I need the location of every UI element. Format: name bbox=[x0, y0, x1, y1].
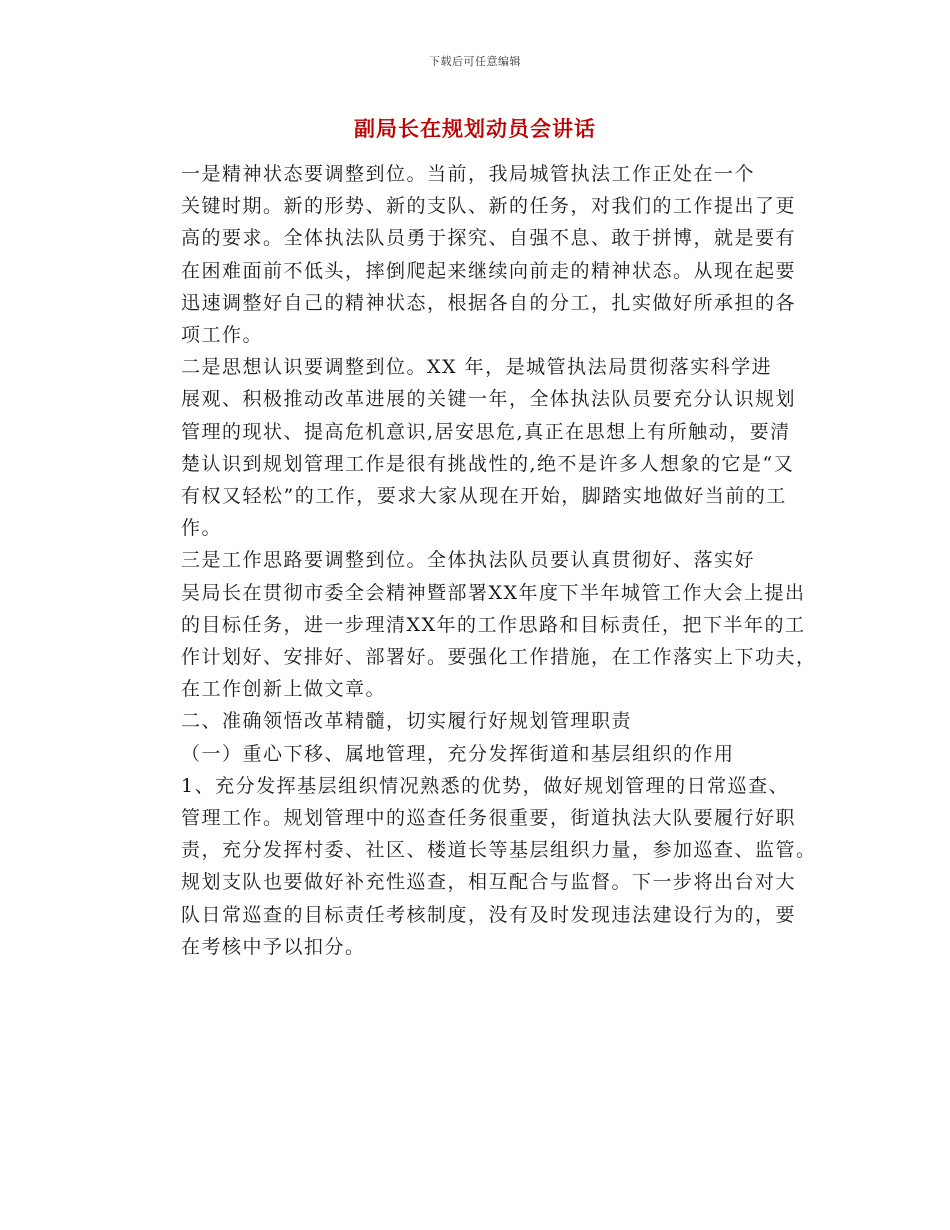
text-line: 二是思想认识要调整到位。XX 年，是城管执法局贯彻落实科学进 bbox=[181, 356, 773, 379]
text-line: 二、准确领悟改革精髓，切实履行好规划管理职责 bbox=[181, 710, 633, 733]
paragraph-thinking bbox=[143, 351, 807, 544]
document-title: 副局长在规划动员会讲话 bbox=[354, 116, 596, 141]
text-line: 楚认识到规划管理工作是很有挑战性的,绝不是许多人想象的它是“又 bbox=[181, 452, 795, 475]
text-line: 管理的现状、提高危机意识,居安思危,真正在思想上有所触动，要清 bbox=[181, 420, 791, 443]
section-heading bbox=[143, 705, 807, 737]
text-line: 三是工作思路要调整到位。全体执法队员要认真贯彻好、落实好 bbox=[181, 549, 756, 572]
paragraph-work-ideas bbox=[143, 544, 817, 705]
text-line: （一）重心下移、属地管理，充分发挥街道和基层组织的作用 bbox=[181, 742, 735, 765]
text-line: 吴局长在贯彻市委全会精神暨部署XX年度下半年城管工作大会上提出 bbox=[181, 581, 806, 604]
text-line: 迅速调整好自己的精神状态，根据各自的分工，扎实做好所承担的各 bbox=[181, 291, 797, 314]
paragraph-grassroots bbox=[143, 770, 817, 963]
text-line: 在困难面前不低头，摔倒爬起来继续向前走的精神状态。从现在起要 bbox=[181, 259, 797, 282]
text-line: 的目标任务，进一步理清XX年的工作思路和目标责任，把下半年的工 bbox=[181, 613, 806, 636]
paragraph-spirit bbox=[143, 158, 807, 351]
text-line: 在考核中予以扣分。 bbox=[181, 935, 366, 958]
text-line: 规划支队也要做好补充性巡查，相互配合与监督。下一步将出台对大 bbox=[181, 871, 797, 894]
text-line: 项工作。 bbox=[181, 324, 264, 347]
text-line: 展观、积极推动改革进展的关键一年，全体执法队员要充分认识规划 bbox=[181, 388, 797, 411]
text-line: 在工作创新上做文章。 bbox=[181, 678, 387, 701]
text-line: 队日常巡查的目标责任考核制度，没有及时发现违法建设行为的，要 bbox=[181, 903, 797, 926]
document-body bbox=[143, 158, 817, 963]
text-line: 有权又轻松”的工作，要求大家从现在开始，脚踏实地做好当前的工 bbox=[181, 485, 787, 508]
text-line: 责，充分发挥村委、社区、楼道长等基层组织力量，参加巡查、监管。 bbox=[181, 839, 817, 862]
subsection-heading bbox=[143, 738, 807, 770]
text-line: 作。 bbox=[181, 517, 223, 540]
text-line: 作计划好、安排好、部署好。要强化工作措施，在工作落实上下功夫， bbox=[181, 646, 817, 669]
text-line: 一是精神状态要调整到位。当前，我局城管执法工作正处在一个 bbox=[181, 163, 756, 185]
text-line: 关键时期。新的形势、新的支队、新的任务，对我们的工作提出了更 bbox=[181, 195, 797, 218]
text-line: 管理工作。规划管理中的巡查任务很重要，街道执法大队要履行好职 bbox=[181, 807, 797, 830]
text-line: 高的要求。全体执法队员勇于探究、自强不息、敢于拼博，就是要有 bbox=[181, 227, 797, 250]
header-note: 下载后可任意编辑 bbox=[429, 55, 521, 68]
text-line: 1、充分发挥基层组织情况熟悉的优势，做好规划管理的日常巡查、 bbox=[181, 774, 790, 797]
